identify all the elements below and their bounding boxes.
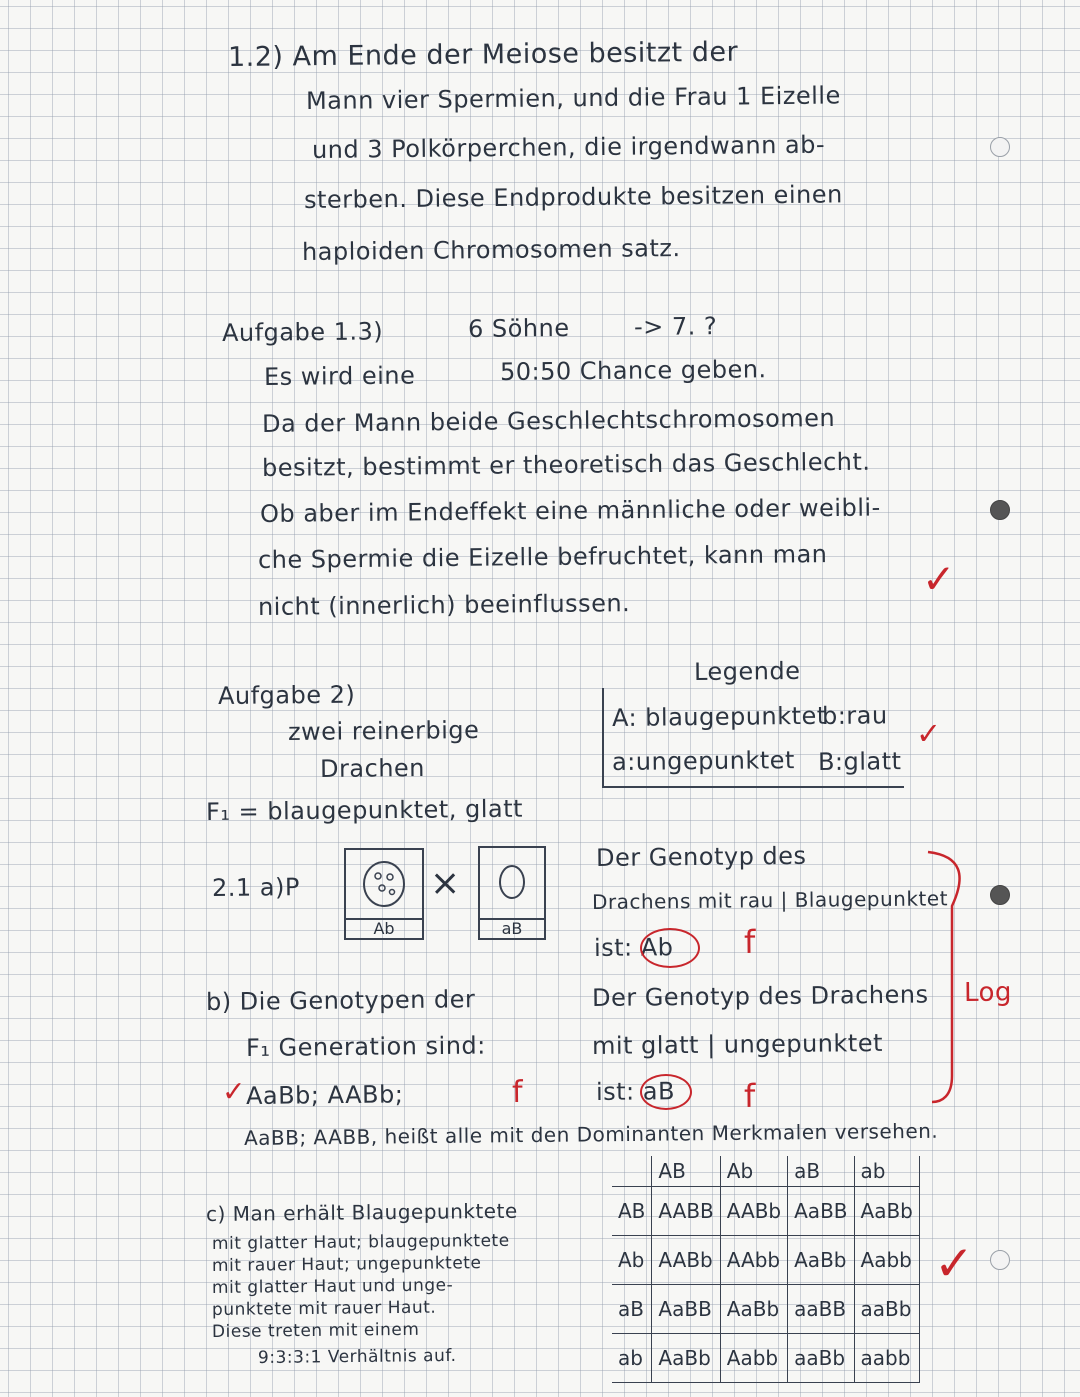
genotype-text-l3: ist: Ab (593, 933, 674, 962)
binder-hole (990, 1250, 1010, 1270)
text-c-l5: punktete mit rauer Haut. (211, 1297, 437, 1320)
text-c-l3: mit rauer Haut; ungepunktete (211, 1253, 482, 1276)
check-mark: ✓ (921, 556, 957, 603)
genotype-text-l4: Der Genotyp des Drachens (591, 980, 929, 1012)
table-header-cell: ab (854, 1156, 919, 1187)
text-c-l2: mit glatter Haut; blaugepunktete (211, 1230, 510, 1254)
table-row (612, 1334, 919, 1383)
text-b-l1: b) Die Genotypen der (205, 985, 476, 1016)
text-b-l3: AaBb; AABb; (245, 1080, 404, 1110)
table-cell: aaBb (854, 1285, 919, 1334)
text-c-l4: mit glatter Haut und unge- (211, 1275, 454, 1298)
text-arrow: -> 7. ? (633, 312, 718, 341)
table-cell: AaBB (788, 1187, 854, 1236)
text-reinerbige: zwei reinerbige (287, 715, 480, 746)
table-header-cell: Ab (720, 1156, 787, 1187)
table-cell: AABb (652, 1236, 720, 1285)
text-sons: 6 Söhne (467, 313, 570, 343)
table-cell: aaBB (788, 1285, 854, 1334)
text-1-2-line3: und 3 Polkörperchen, die irgendwann ab- (311, 130, 826, 164)
table-row (612, 1156, 919, 1187)
binder-hole (990, 500, 1010, 520)
cross-symbol: × (429, 862, 461, 904)
mark-f: f (743, 922, 756, 961)
dragon-box-right (478, 846, 546, 940)
genotype-text-l2: Drachens mit rau | Blaugepunktet (591, 886, 949, 914)
legend-row1-b: b:rau (821, 701, 888, 730)
text-1-3-line1b: 50:50 Chance geben. (499, 355, 767, 386)
check-mark: ✓ (221, 1074, 247, 1108)
margin-note: Log (963, 977, 1013, 1008)
text-b-l4: AaBB; AABB, heißt alle mit den Dominanten Merkmalen versehen. (243, 1118, 939, 1150)
text-c-l6: Diese treten mit einem (211, 1319, 420, 1342)
text-1-2-line5: haploiden Chromosomen satz. (301, 234, 681, 266)
table-row-header: ab (612, 1334, 652, 1383)
text-1-2-line4: sterben. Diese Endprodukte besitzen einen (303, 180, 843, 214)
table-row (612, 1285, 919, 1334)
table-cell: Aabb (854, 1236, 919, 1285)
table-row (612, 1187, 919, 1236)
text-drachen: Drachen (319, 753, 426, 783)
table-cell: AaBB (652, 1285, 720, 1334)
table-cell: aabb (854, 1334, 919, 1383)
genotype-label-left: Ab (346, 918, 422, 938)
table-cell: AAbb (720, 1236, 787, 1285)
table-cell: Aabb (720, 1334, 787, 1383)
binder-hole (990, 885, 1010, 905)
legend-title: Legende (693, 656, 801, 686)
text-1-2-line2: Mann vier Spermien, und die Frau 1 Eizelle (305, 81, 841, 115)
legend-row2-b: B:glatt (817, 747, 902, 776)
table-cell: AaBb (720, 1285, 787, 1334)
text-1-3-line4: Ob aber im Endeffekt eine männliche oder weibli- (259, 493, 881, 528)
genotype-label-right: aB (480, 918, 544, 938)
text-c-l1: c) Man erhält Blaugepunktete (205, 1198, 518, 1226)
check-mark: ✓ (933, 1235, 976, 1292)
table-row-header: Ab (612, 1236, 652, 1285)
table-header-cell: aB (788, 1156, 854, 1187)
text-1-3-line5: che Spermie die Eizelle befruchtet, kann man (257, 540, 828, 574)
circle-annotation (640, 1074, 692, 1110)
bracket-annotation (922, 846, 982, 1106)
genotype-text-l6: ist: aB (595, 1077, 676, 1106)
heading-aufgabe-2: Aufgabe 2) (217, 680, 356, 710)
text-b-l2: F₁ Generation sind: (245, 1031, 486, 1062)
table-cell: AABB (652, 1187, 720, 1236)
text-c-l7: 9:3:3:1 Verhältnis auf. (257, 1345, 457, 1368)
table-cell: AaBb (788, 1236, 854, 1285)
spotted-dragon-icon (346, 852, 422, 918)
mark-f: f (743, 1076, 756, 1115)
table-cell: AaBb (652, 1334, 720, 1383)
genotype-text-l1: Der Genotyp des (595, 841, 807, 872)
legend-row1-a: A: blaugepunktet (611, 701, 827, 732)
check-mark: ✓ (915, 716, 942, 752)
heading-aufgabe-1-3: Aufgabe 1.3) (221, 317, 384, 347)
table-row-header: AB (612, 1187, 652, 1236)
text-p-label: 2.1 a)P (211, 873, 300, 902)
text-1-2-line1: 1.2) Am Ende der Meiose besitzt der (227, 36, 739, 73)
text-1-3-line3: besitzt, bestimmt er theoretisch das Geschlecht. (261, 447, 871, 482)
punnett-square (612, 1156, 920, 1383)
text-1-3-line1a: Es wird eine (263, 361, 416, 391)
table-cell: aaBb (788, 1334, 854, 1383)
genotype-text-l5: mit glatt | ungepunktet (591, 1028, 884, 1060)
text-f1: F₁ = blaugepunktet, glatt (205, 794, 524, 826)
table-cell (612, 1156, 652, 1187)
table-cell: AaBb (854, 1187, 919, 1236)
mark-f: f (511, 1074, 524, 1110)
table-row-header: aB (612, 1285, 652, 1334)
text-1-3-line6: nicht (innerlich) beeinflussen. (257, 589, 631, 621)
table-header-cell: AB (652, 1156, 720, 1187)
text-1-3-line2: Da der Mann beide Geschlechtschromosomen (261, 403, 836, 438)
plain-dragon-icon (480, 850, 544, 916)
circle-annotation (640, 928, 700, 968)
dragon-box-left (344, 848, 424, 940)
binder-hole (990, 137, 1010, 157)
legend-row2-a: a:ungepunktet (611, 746, 795, 776)
table-row (612, 1236, 919, 1285)
table-cell: AABb (720, 1187, 787, 1236)
